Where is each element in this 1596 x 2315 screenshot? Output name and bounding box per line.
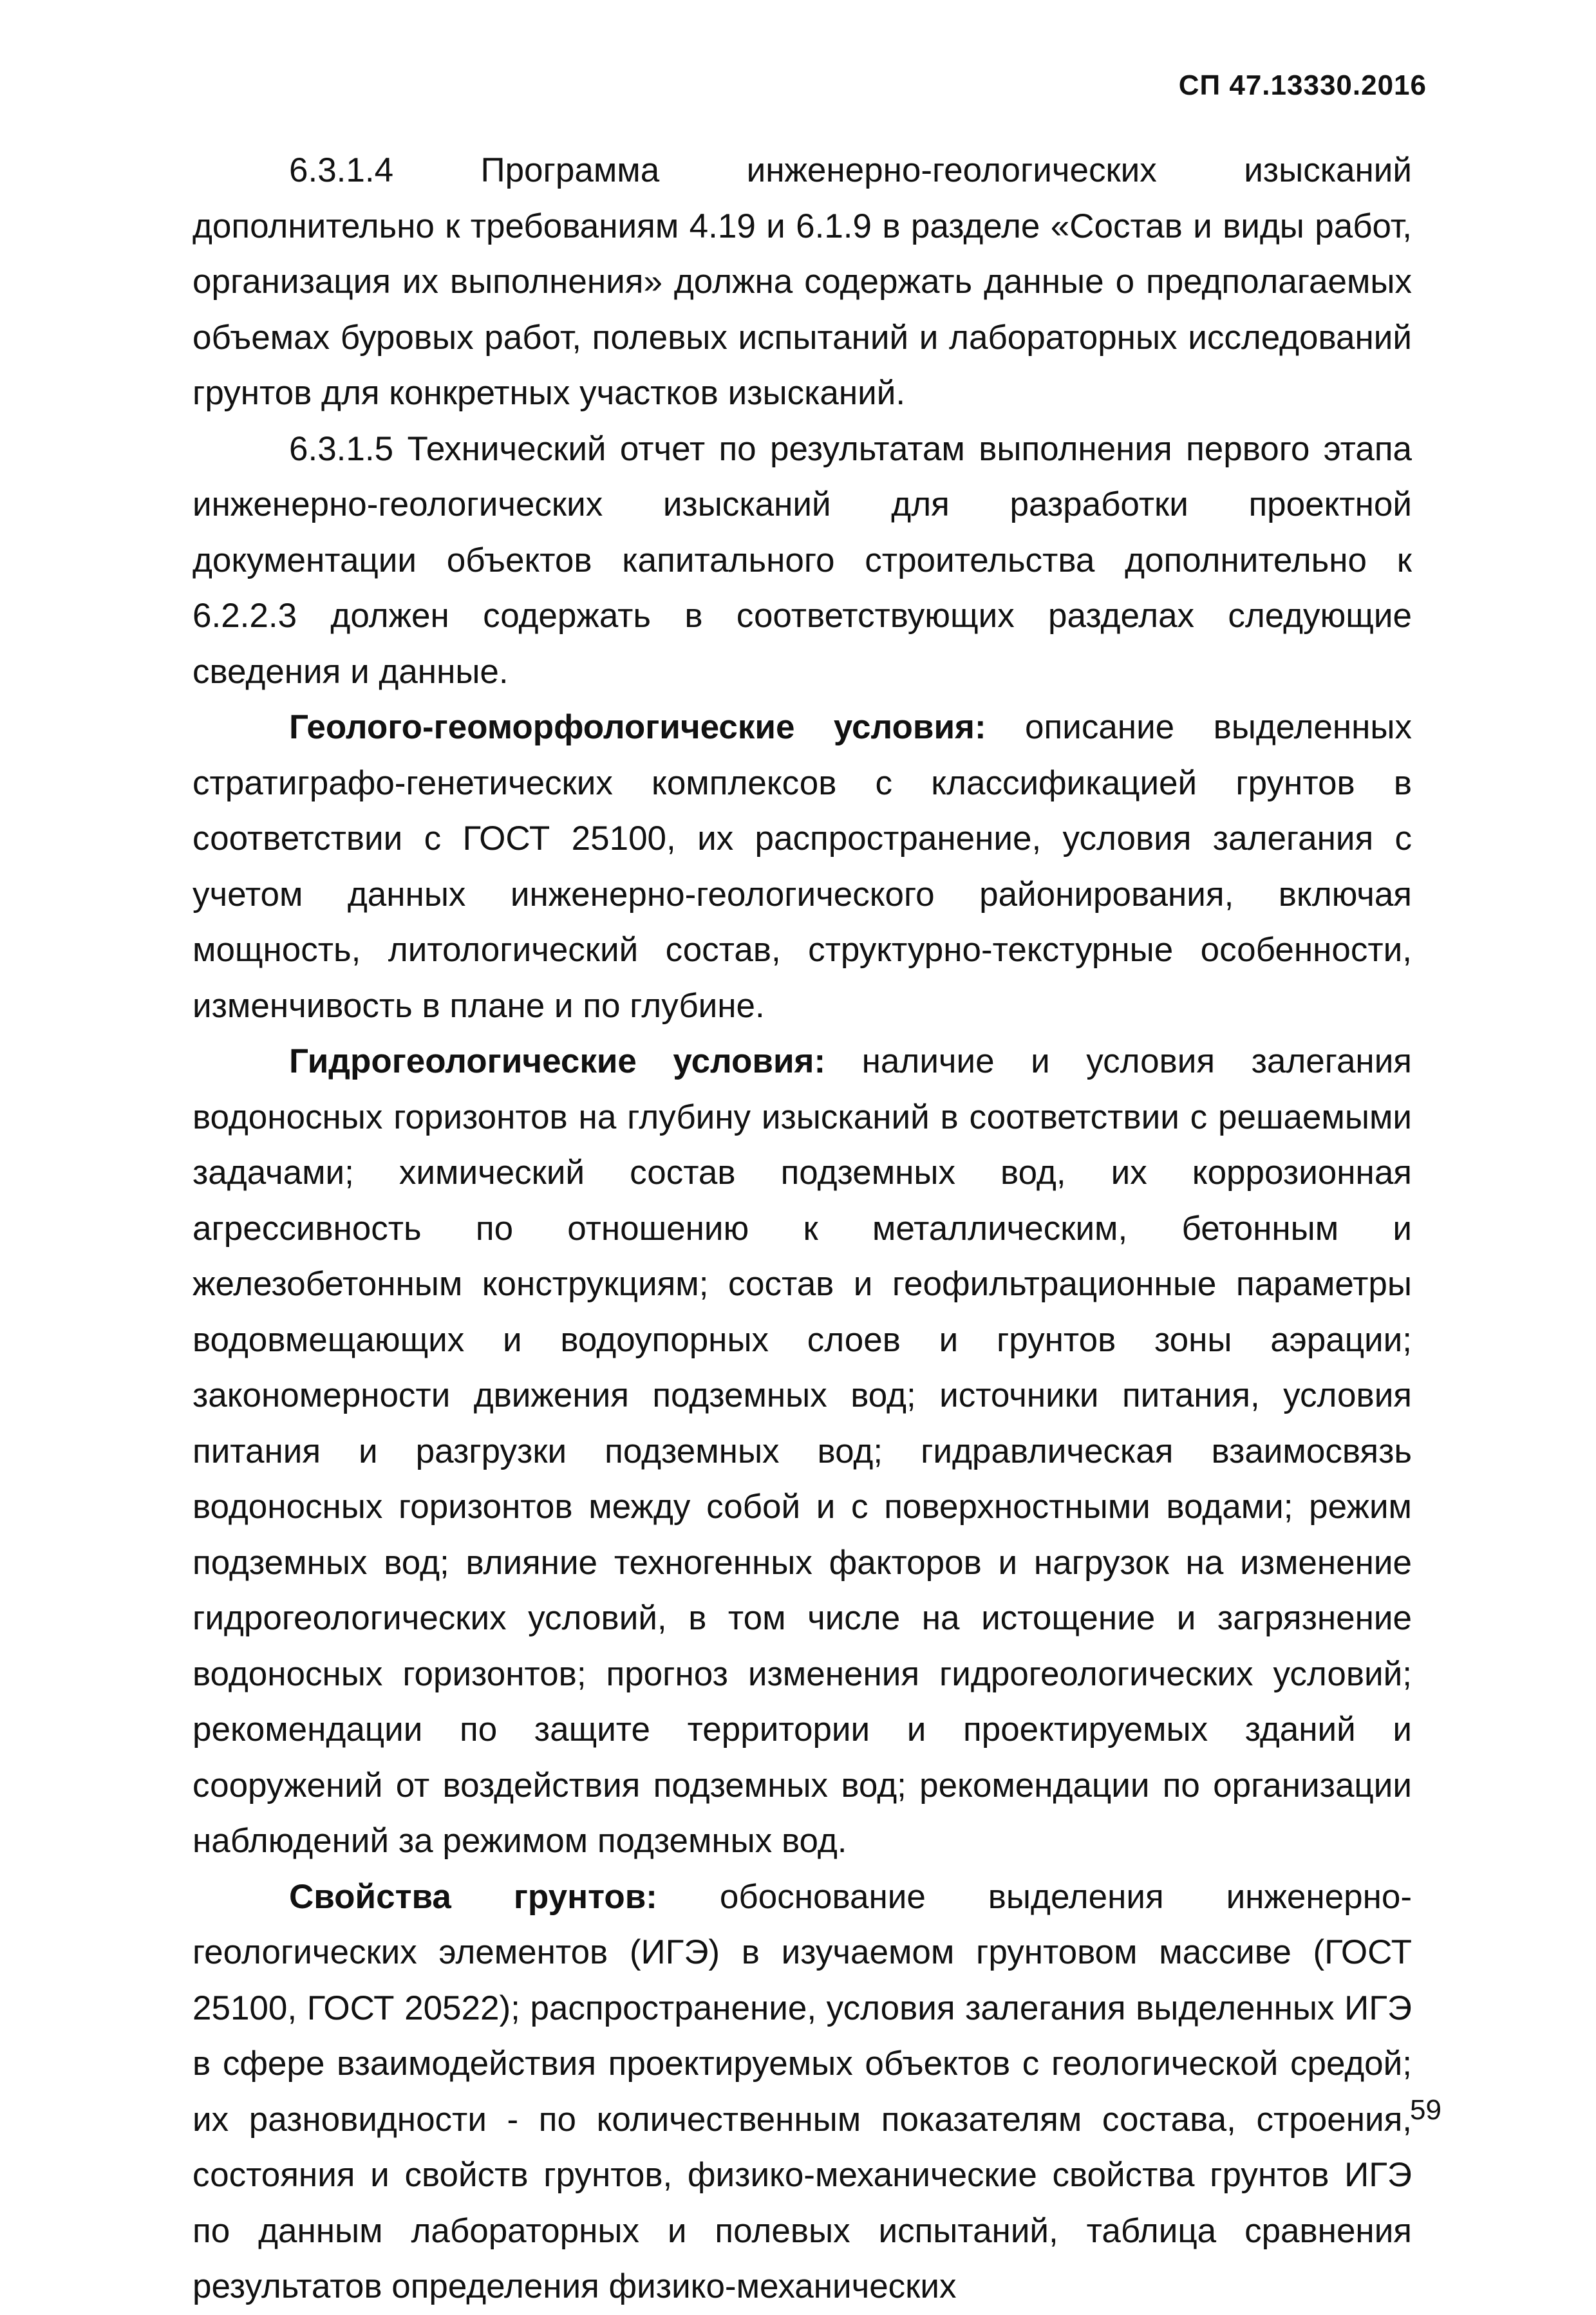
- paragraph-lead: Геолого-геоморфологические условия:: [289, 708, 986, 746]
- paragraph-text: описание выделенных стратиграфо-генетических комплексов с классификацией грунтов в соответствии с ГОСТ 25100, их распространение, условия залегания с учетом данных инженерно-геологического районирования, включая мощность, литологический состав, структурно-текстурные особенности, изменчивость в плане и по глубине.: [192, 708, 1413, 1025]
- paragraph-6-3-1-5: [192, 422, 1412, 700]
- paragraph-text: наличие и условия залегания водоносных горизонтов на глубину изысканий в соответствии с решаемыми задачами; химический состав подземных вод, их коррозионная агрессивность по отношению к металлическим, бетонным и железобетонным конструкциям; состав и геофильтрационные параметры водовмещающих и водоупорных слоев и грунтов зоны аэрации; закономерности движения подземных вод; источники питания, условия питания и разгрузки подземных вод; гидравлическая взаимосвязь водоносных горизонтов между собой и с поверхностными водами; режим подземных вод; влияние техногенных факторов и нагрузок на изменение гидрогеологических условий, в том числе на истощение и загрязнение водоносных горизонтов; прогноз изменения гидрогеологических условий; рекомендации по защите территории и проектируемых зданий и сооружений от воздействия подземных вод; рекомендации по организации наблюдений за режимом подземных вод.: [192, 1042, 1412, 1860]
- paragraph-lead: Гидрогеологические условия:: [289, 1042, 826, 1080]
- paragraph-text: 6.3.1.5 Технический отчет по результатам выполнения первого этапа инженерно-геологических изысканий для разработки проектной документации объектов капитального строительства дополнительно к 6.2.2.3 должен содержать в соответствующих разделах следующие сведения и данные.: [192, 429, 1412, 691]
- document-header-code: СП 47.13330.2016: [1178, 70, 1427, 101]
- page-number: 59: [1410, 2094, 1441, 2126]
- paragraph-hydrogeology: [192, 1034, 1412, 1870]
- paragraph-lead: Свойства грунтов:: [289, 1877, 657, 1916]
- paragraph-text: 6.3.1.4 Программа инженерно-геологических изысканий дополнительно к требованиям 4.19 и 6.1.9 в разделе «Состав и виды работ, организация их выполнения» должна содержать данные о предполагаемых объемах буровых работ, полевых испытаний и лабораторных исследований грунтов для конкретных участков изысканий.: [192, 151, 1412, 412]
- paragraph-text: обоснование выделения инженерно-геологических элементов (ИГЭ) в изучаемом грунтовом массиве (ГОСТ 25100, ГОСТ 20522); распространение, условия залегания выделенных ИГЭ в сфере взаимодействия проектируемых объектов с геологической средой; их разновидности - по количественным показателям состава, строения, состояния и свойств грунтов, физико-механические свойства грунтов ИГЭ по данным лабораторных и полевых испытаний, таблица сравнения результатов определения физико-механических: [192, 1877, 1413, 2305]
- document-body: [192, 143, 1412, 2315]
- paragraph-6-3-1-4: [192, 143, 1412, 422]
- paragraph-geomorphology: [192, 700, 1412, 1034]
- paragraph-soil-properties: [192, 1870, 1412, 2315]
